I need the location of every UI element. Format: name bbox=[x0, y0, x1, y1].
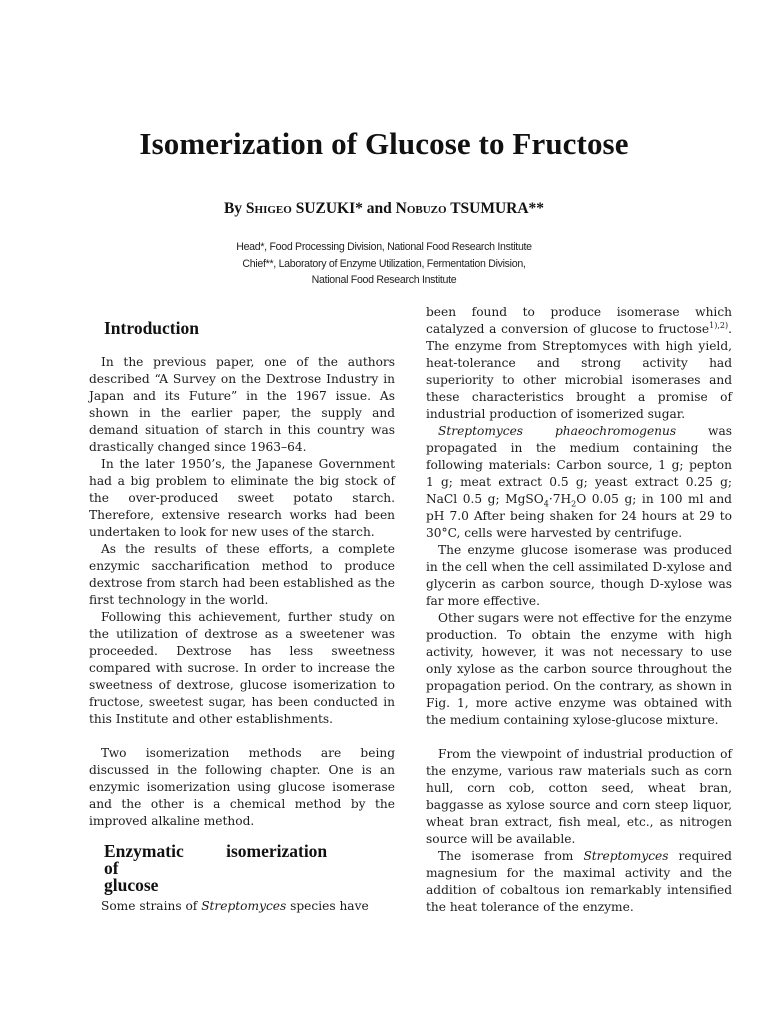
heading-line-1-text: Enzymatic isomerization of bbox=[104, 841, 328, 878]
paragraph bbox=[89, 898, 395, 915]
text-run: Some strains of bbox=[101, 899, 202, 913]
paragraph bbox=[426, 848, 732, 916]
affiliation-line: National Food Research Institute bbox=[311, 274, 457, 286]
text-run: was propagated in the medium containing the following materials: Carbon source, 1 g; pepton 1 g; meat extract 0.5 g; yeast extract 0.25 g; NaCl 0.5 g; MgSO bbox=[426, 424, 732, 506]
byline-conjunction: and bbox=[366, 200, 392, 217]
affiliation-line: Head*, Food Processing Division, National Food Research Institute bbox=[236, 241, 532, 253]
heading-line-2: glucose bbox=[104, 875, 159, 895]
paragraph: From the viewpoint of industrial production of the enzyme, various raw materials such as corn hull, corn cob, cotton seed, wheat bran, baggasse as xylose source and corn steep liquor, wheat bran extract, fish meal, etc., as nitrogen source will be available. bbox=[426, 747, 732, 846]
subscript: 2 bbox=[571, 499, 577, 509]
paragraph: Two isomerization methods are being discussed in the following chapter. One is an enzymic isomerization using glucose isomerase and the other is a chemical method by the improved alkaline method. bbox=[89, 746, 395, 828]
author1-last-name: SUZUKI* bbox=[295, 200, 363, 217]
paragraph: Following this achievement, further study on the utilization of dextrose as a sweetener was proceeded. Dextrose has less sweetness compared with sucrose. In order to increase the sweetness of dextrose, glucose isomerization to fructose, sweetest sugar, has been conducted in this Institute and other establishments. bbox=[89, 610, 395, 726]
section-heading-enzymatic bbox=[104, 843, 395, 894]
reference-marker: 1),2) bbox=[709, 320, 729, 330]
text-run: . The enzyme from Streptomyces with high yield, heat-tolerance and strong activity had superiority to other microbial isomerases and these characteristics brought a promise of industrial production of isomerized sugar. bbox=[426, 322, 732, 421]
species-name: Streptomyces bbox=[201, 899, 287, 913]
author2-last-name: TSUMURA** bbox=[450, 200, 545, 217]
paragraph bbox=[426, 304, 732, 423]
paragraph: As the results of these efforts, a complete enzymic saccharification method to produce dextrose from starch had been established as the first technology in the world. bbox=[89, 542, 395, 607]
paragraph: Other sugars were not effective for the enzyme production. To obtain the enzyme with high activity, however, it was not necessary to use only xylose as the carbon source throughout the propagation period. On the contrary, as shown in Fig. 1, more active enzyme was obtained with the medium containing xylose-glucose mixture. bbox=[426, 611, 732, 727]
text-run: ·7H bbox=[548, 492, 572, 506]
paragraph: In the later 1950’s, the Japanese Government had a big problem to eliminate the big stock of the over-produced sweet potato starch. Therefore, extensive research works had been undertaken to look for new uses of the starch. bbox=[89, 457, 395, 539]
text-run: species have bbox=[286, 899, 369, 913]
byline bbox=[0, 200, 768, 218]
subscript: 4 bbox=[543, 499, 549, 509]
affiliation-line: Chief**, Laboratory of Enzyme Utilization, Fermentation Division, bbox=[242, 258, 526, 270]
text-run: O 0.05 g; in 100 ml and pH 7.0 After being shaken for 24 hours at 29 to 30°C, cells were harvested by centrifuge. bbox=[426, 492, 732, 540]
article-title: Isomerization of Glucose to Fructose bbox=[139, 126, 629, 161]
author1-first-name: Shigeo bbox=[245, 200, 292, 217]
text-run: been found to produce isomerase which catalyzed a conversion of glucose to fructose bbox=[426, 305, 732, 336]
byline-by: By bbox=[223, 200, 243, 217]
text-run: The isomerase from bbox=[438, 849, 584, 863]
species-name: Streptomyces bbox=[583, 849, 669, 863]
species-name: Streptomyces phaeochromogenus bbox=[438, 424, 677, 438]
author2-first-name: Nobuzo bbox=[395, 200, 447, 217]
section-heading-introduction: Introduction bbox=[104, 318, 199, 338]
paragraph: In the previous paper, one of the authors described “A Survey on the Dextrose Industry in Japan and its Future” in the 1967 issue. As shown in the earlier paper, the supply and demand situation of starch in this country was drastically changed since 1963–64. bbox=[89, 355, 395, 454]
heading-line-1 bbox=[104, 843, 372, 877]
paragraph bbox=[426, 423, 732, 542]
paragraph: The enzyme glucose isomerase was produced in the cell when the cell assimilated D-xylose and glycerin as carbon source, though D-xylose was far more effective. bbox=[426, 543, 732, 608]
text-run: required magnesium for the maximal activity and the addition of cobaltous ion remarkably intensified the heat tolerance of the enzyme. bbox=[426, 849, 732, 914]
